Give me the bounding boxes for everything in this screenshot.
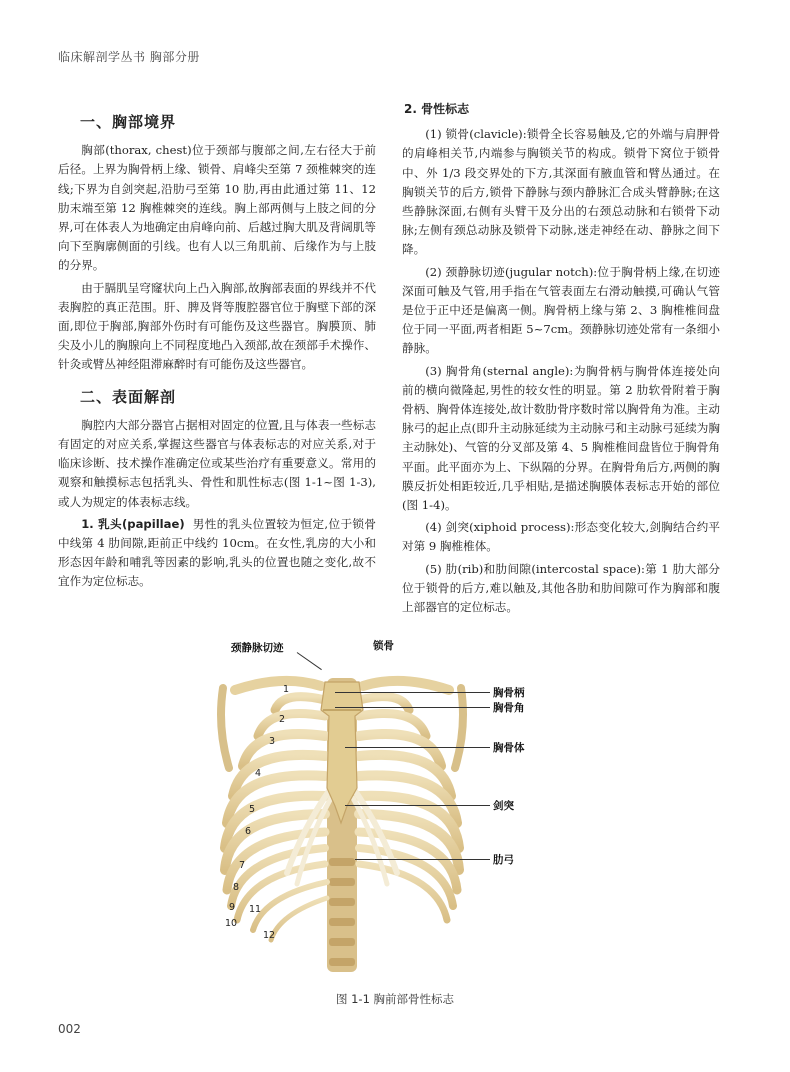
paragraph-jugular-notch: (2) 颈静脉切迹(jugular notch):位于胸骨柄上缘,在切迹深面可触及气管,用手指在气管表面左右滑动触摸,可确认气管是位于正中还是偏离一侧。胸骨柄上缘与第 2、3 胸椎椎间盘位于同一平面,两者相距 5~7cm。颈静脉切迹处常有一条细小静脉。 <box>402 264 720 356</box>
rib-number-9: 9 <box>229 902 236 913</box>
label-xiphoid-ext: 剑突 <box>493 800 514 812</box>
label-costal-arch-ext: 肋弓 <box>493 854 514 866</box>
label-manubrium-ext: 胸骨柄 <box>493 687 525 699</box>
right-clavicle <box>363 681 449 690</box>
label-sternal-angle-ext: 胸骨角 <box>493 702 525 714</box>
page-number: 002 <box>58 1022 81 1036</box>
papillae-heading: 1. 乳头(papillae) <box>81 516 185 531</box>
paragraph: 胸部(thorax, chest)位于颈部与腹部之间,左右径大于前后径。上界为胸骨柄上缘、锁骨、肩峰尖至第 7 颈椎棘突的连线;下界为自剑突起,沿肋弓至第 10 肋,再由此通过第 11、12 肋末端至第 12 胸椎棘突的连线。胸上部两侧与上肢之间的分界,可在体表人为地确定由肩峰向前、后越过胸大肌及背阔肌等向下至胸廓侧面的引线。也有人以三角肌前、后缘作为与上肢的分界。 <box>58 143 376 273</box>
papillae-text: 男性的乳头位置较为恒定,位于锁骨中线第 4 肋间隙,距前正中线约 10cm。在女性,乳房的大小和形态因年龄和哺乳等因素的影响,乳头的位置也随之变化,故不宜作为定位标志。 <box>58 516 376 589</box>
paragraph-clavicle: (1) 锁骨(clavicle):锁骨全长容易触及,它的外端与肩胛骨的肩峰相关节,内端参与胸锁关节的构成。锁骨下窝位于锁骨中、外 1/3 段交界处的下方,其深面有腋血管和臂丛通过。在胸锁关节的后方,锁骨下静脉与颈内静脉汇合成头臂静脉;在这些静脉深面,右侧有头臂干及分出的右颈总动脉和右锁骨下动脉;左侧有颈总动脉及锁骨下动脉,迷走神经在动、静脉之间下降。 <box>402 127 720 257</box>
rib-number-4: 4 <box>255 768 262 779</box>
paragraph: 由于膈肌呈穹窿状向上凸入胸部,故胸部表面的界线并不代表胸腔的真正范围。肝、脾及肾等腹腔器官位于胸壁下部的深面,即位于胸部,胸部外伤时有可能伤及这些器官。胸膜顶、肺尖及小儿的胸腺向上不同程度地凸入颈部,故在颈部手术操作、针灸或臂丛神经阻滞麻醉时有可能伤及这些器官。 <box>58 280 376 372</box>
section-title-surface-anatomy: 二、表面解剖 <box>80 387 177 406</box>
left-clavicle <box>235 681 321 690</box>
paragraph-xiphoid: (4) 剑突(xiphoid process):形态变化较大,剑胸结合约平对第 9 胸椎椎体。 <box>402 520 720 554</box>
rib-number-11: 11 <box>249 904 262 915</box>
subsection-title-bony-landmarks: 2. 骨性标志 <box>404 102 470 116</box>
label-clavicle: 锁骨 <box>373 640 394 652</box>
running-head: 临床解剖学丛书 胸部分册 <box>58 50 200 64</box>
paragraph-ribs: (5) 肋(rib)和肋间隙(intercostal space):第 1 肋大部分位于锁骨的后方,难以触及,其他各肋和肋间隙可作为胸部和腹上部器官的定位标志。 <box>402 561 720 615</box>
rib-number-2: 2 <box>279 714 286 725</box>
rib-number-7: 7 <box>239 860 246 871</box>
rib-number-8: 8 <box>233 882 240 893</box>
rib-number-12: 12 <box>263 930 276 941</box>
rib-number-1: 1 <box>283 684 290 695</box>
paragraph: 胸腔内大部分器官占据相对固定的位置,且与体表一些标志有固定的对应关系,掌握这些器官与体表标志的对应关系,对于临床诊断、技术操作准确定位或某些治疗有重要意义。常用的观察和触摸标志包括乳头、骨性和肌性标志(图 1-1~图 1-3),或人为规定的体表标志线。 <box>58 417 376 509</box>
label-sternum-body-ext: 胸骨体 <box>493 742 525 754</box>
paragraph-papillae <box>58 515 376 592</box>
left-column <box>58 100 376 595</box>
figure-caption: 图 1-1 胸前部骨性标志 <box>335 992 455 1006</box>
right-ribs <box>359 697 459 920</box>
rib-number-6: 6 <box>245 826 252 837</box>
right-column <box>402 100 720 620</box>
section-title-boundary: 一、胸部境界 <box>80 113 177 131</box>
label-jugular-notch: 颈静脉切迹 <box>231 642 284 654</box>
paragraph-sternal-angle: (3) 胸骨角(sternal angle):为胸骨柄与胸骨体连接处向前的横向微隆起,男性的较女性的明显。第 2 肋软骨附着于胸骨柄、胸骨体连接处,故计数肋骨序数时常以胸骨角为准。主动脉弓的起止点(即升主动脉延续为主动脉弓和主动脉弓延续为胸主动脉处)、气管的分叉部及第 4、5 胸椎椎间盘皆位于胸骨角平面。此平面亦为上、下纵隔的分界。在胸骨角后方,两侧的胸膜反折处相距较近,几乎相贴,是描述胸膜体表标志开始的部位(图 1-4)。 <box>402 363 720 513</box>
rib-number-10: 10 <box>225 918 238 929</box>
rib-number-3: 3 <box>269 736 276 747</box>
rib-number-5: 5 <box>249 804 256 815</box>
